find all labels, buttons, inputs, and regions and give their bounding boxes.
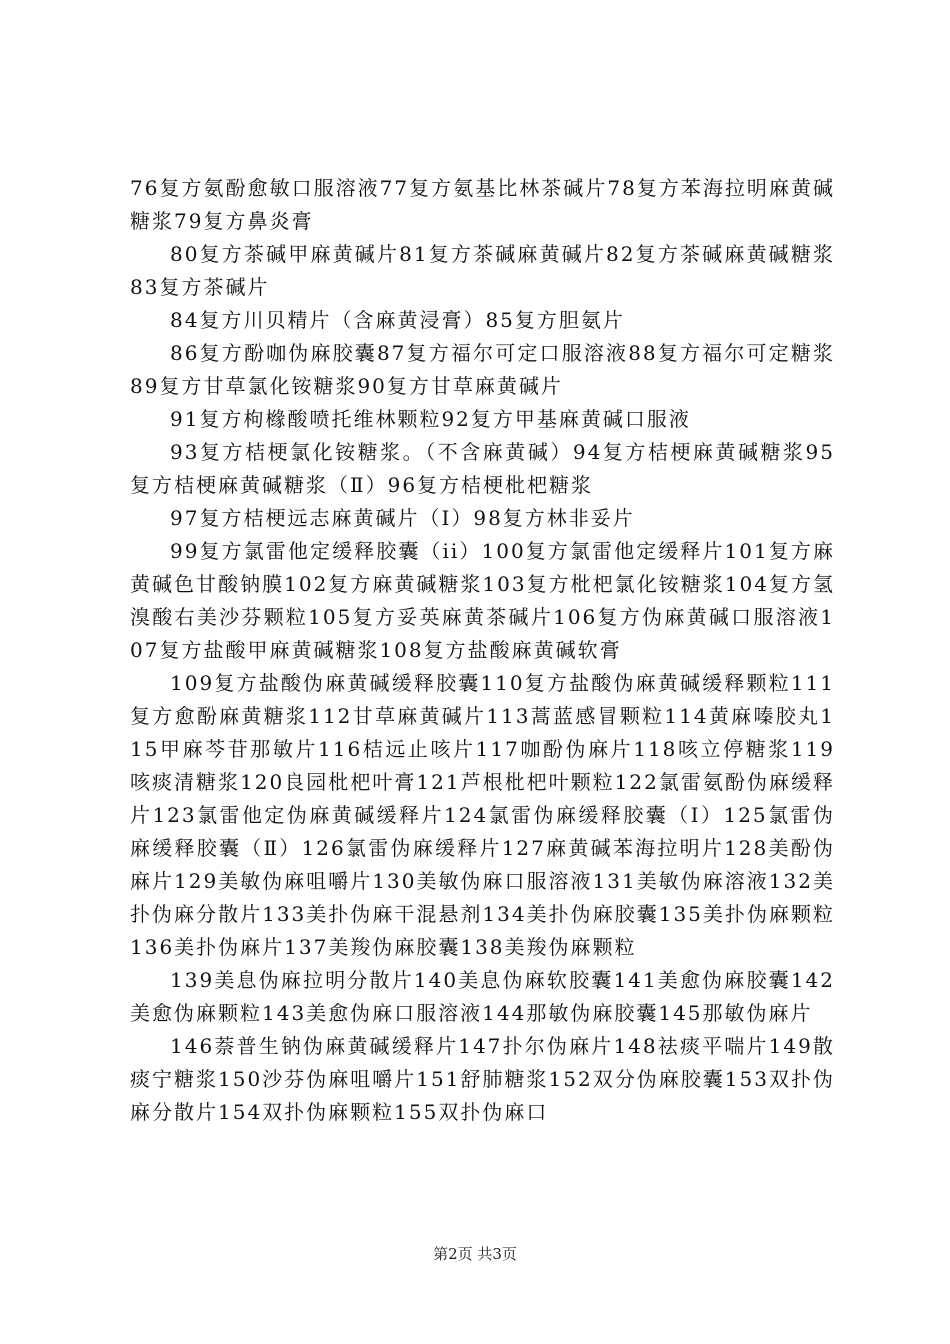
paragraph: 76复方氨酚愈敏口服溶液77复方氨基比林茶碱片78复方苯海拉明麻黄碱糖浆79复方鼻炎膏	[130, 176, 835, 233]
paragraph: 139美息伪麻拉明分散片140美息伪麻软胶囊141美愈伪麻胶囊142美愈伪麻颗粒143美愈伪麻口服溶液144那敏伪麻胶囊145那敏伪麻片	[130, 968, 835, 1025]
paragraph: 84复方川贝精片（含麻黄浸膏）85复方胆氨片	[170, 308, 625, 332]
paragraph: 146萘普生钠伪麻黄碱缓释片147扑尔伪麻片148祛痰平喘片149散痰宁糖浆150沙芬伪麻咀嚼片151舒肺糖浆152双分伪麻胶囊153双扑伪麻分散片154双扑伪麻颗粒155双扑伪麻口	[130, 1034, 835, 1124]
page-footer: 第2页 共3页	[433, 1245, 517, 1263]
paragraph: 97复方桔梗远志麻黄碱片（Ⅰ）98复方林非妥片	[170, 506, 635, 530]
paragraph: 99复方氯雷他定缓释胶囊（ii）100复方氯雷他定缓释片101复方麻黄碱色甘酸钠膜102复方麻黄碱糖浆103复方枇杷氯化铵糖浆104复方氢溴酸右美沙芬颗粒105复方妥英麻黄茶碱片106复方伪麻黄碱口服溶液107复方盐酸甲麻黄碱糖浆108复方盐酸麻黄碱软膏	[130, 539, 835, 662]
paragraph: 91复方枸橼酸喷托维林颗粒92复方甲基麻黄碱口服液	[170, 407, 691, 431]
paragraph: 93复方桔梗氯化铵糖浆。（不含麻黄碱）94复方桔梗麻黄碱糖浆95复方桔梗麻黄碱糖浆（Ⅱ）96复方桔梗枇杷糖浆	[130, 440, 835, 497]
document-body	[130, 172, 835, 1129]
paragraph: 86复方酚咖伪麻胶囊87复方福尔可定口服溶液88复方福尔可定糖浆89复方甘草氯化铵糖浆90复方甘草麻黄碱片	[130, 341, 835, 398]
paragraph: 80复方茶碱甲麻黄碱片81复方茶碱麻黄碱片82复方茶碱麻黄碱糖浆83复方茶碱片	[130, 242, 835, 299]
paragraph: 109复方盐酸伪麻黄碱缓释胶囊110复方盐酸伪麻黄碱缓释颗粒111复方愈酚麻黄糖浆112甘草麻黄碱片113蒿蓝感冒颗粒114黄麻嗪胶丸115甲麻芩苷那敏片116桔远止咳片117咖酚伪麻片118咳立停糖浆119咳痰清糖浆120良园枇杷叶膏121芦根枇杷叶颗粒122氯雷氨酚伪麻缓释片123氯雷他定伪麻黄碱缓释片124氯雷伪麻缓释胶囊（Ⅰ）125氯雷伪麻缓释胶囊（Ⅱ）126氯雷伪麻缓释片127麻黄碱苯海拉明片128美酚伪麻片129美敏伪麻咀嚼片130美敏伪麻口服溶液131美敏伪麻溶液132美扑伪麻分散片133美扑伪麻干混悬剂134美扑伪麻胶囊135美扑伪麻颗粒136美扑伪麻片137美羧伪麻胶囊138美羧伪麻颗粒	[130, 671, 835, 959]
